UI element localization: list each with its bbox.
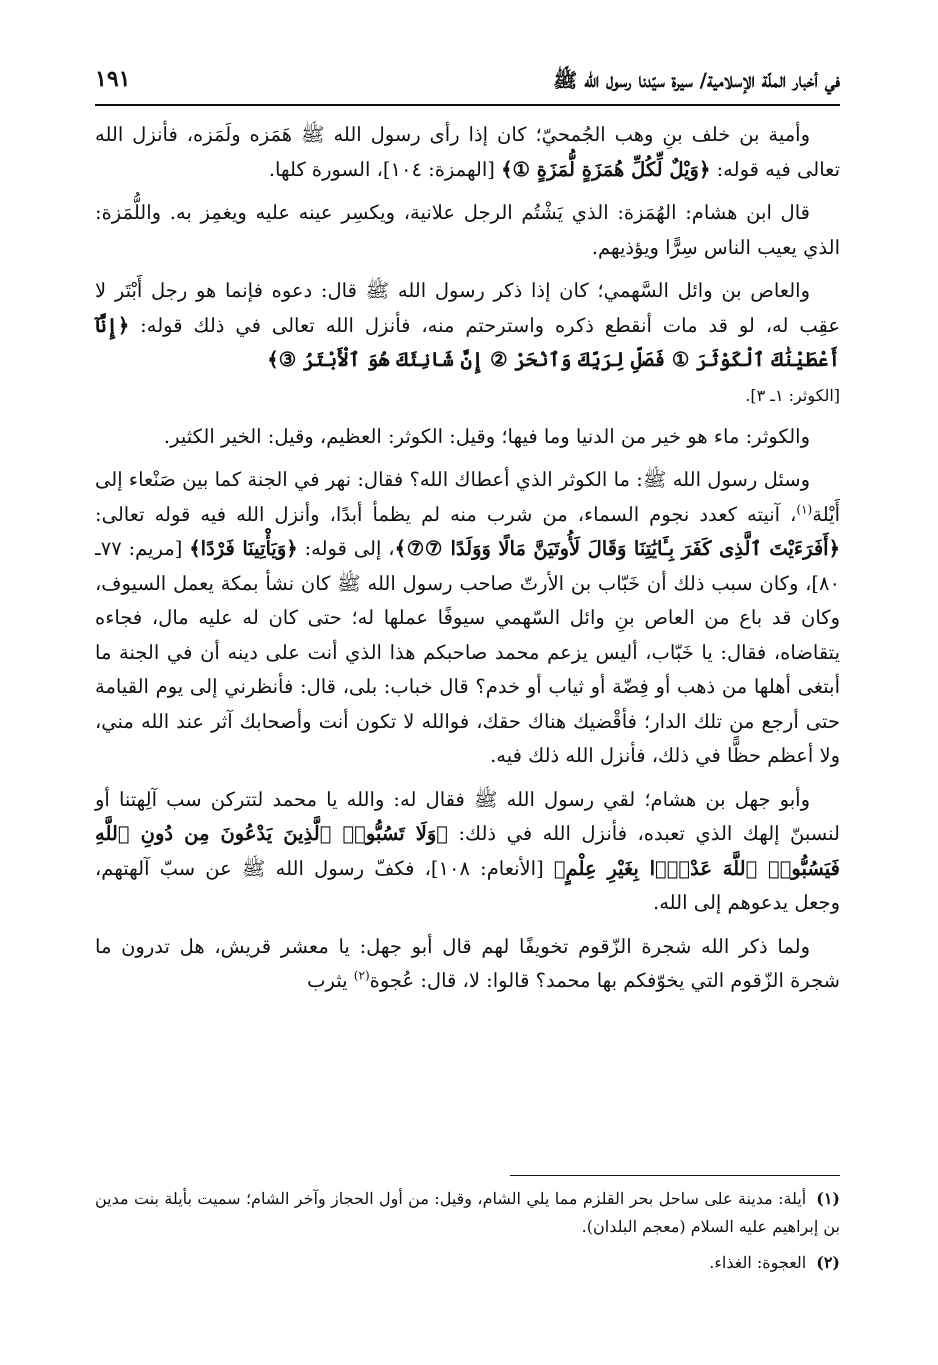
page-number: ١٩١ (95, 66, 131, 92)
footnote-text: أيلة: مدينة على ساحل بحر القلزم مما يلي الشام، وقيل: من أول الحجاز وآخر الشام؛ سميت بأيلة بنت مدين بن إبراهيم عليه السلام (معجم البلدان). (95, 1189, 840, 1236)
footnotes (95, 1185, 840, 1285)
paragraph-text: ، إلى قوله: (297, 537, 395, 560)
footnote-number: (٢) (816, 1253, 840, 1272)
running-header (95, 62, 840, 102)
quran-verse: ﴿وَلَا تَسُبُّوا۟ ٱلَّذِينَ يَدْعُونَ مِن دُونِ ٱللَّهِ فَيَسُبُّوا۟ ٱللَّهَ عَدْوًۢا بِغَيْرِ عِلْمٍ﴾ (95, 822, 840, 880)
reference-text: [الكوثر: ١ـ ٣]. (745, 385, 840, 405)
footnote-divider (510, 1175, 840, 1176)
paragraph-khabbab (95, 463, 840, 774)
paragraph-text: قال ابن هشام: الهُمَزة: الذي يَشْتُم الرجل علانية، ويكسِر عينه عليه ويغمِز به. واللُّمَزة: الذي يعيب الناس سِرًّا ويؤذيهم. (95, 201, 840, 259)
paragraph-text: وسئل رسول الله ﷺ: ما الكوثر الذي أعطاك الله؟ فقال: نهر في الجنة كما بين صَنْعاء إلى أَيْلة (95, 468, 840, 526)
footnote-number: (١) (816, 1189, 840, 1208)
paragraph-text: والكوثر: ماء هو خير من الدنيا وما فيها؛ وقيل: الكوثر: العظيم، وقيل: الخير الكثير. (163, 424, 810, 448)
paragraph-zaqqum (95, 930, 840, 999)
paragraph-text: [الهمزة: ١٠٤]، السورة كلها. (268, 157, 502, 181)
paragraph-text: [الأنعام: ١٠٨]، فكفّ رسول الله ﷺ عن سبّ آلهتهم، وجعل يدعوهم إلى الله. (95, 856, 840, 914)
paragraph-text: وأبو جهل بن هشام؛ لقي رسول الله ﷺ فقال له: والله يا محمد لتتركن سب آلِهتنا أو لنسبنّ إلهك الذي تعبده، فأنزل الله في ذلك: (95, 787, 841, 845)
main-text (95, 118, 840, 1008)
paragraph-ibn-hisham (95, 196, 840, 265)
paragraph-al-as (95, 274, 840, 378)
paragraph-text: والعاص بن وائل السَّهمي؛ كان إذا ذكر رسول الله ﷺ قال: دعوه فإنما هو رجل أَبْتَر لا عقِب له، لو قد مات أنقطع ذكره واسترحتم منه، فأنزل الله تعالى في ذلك قوله: (95, 279, 840, 337)
paragraph-text: وأمية بن خلف بنِ وهب الجُمحيّ؛ كان إذا رأى رسول الله ﷺ هَمَزه ولَمَزه، فأنزل الله تعالى فيه قوله: (95, 123, 840, 181)
running-title: في أخبار الملّة الإسلامية/ سيرة سيّدنا رسول الله ﷺ (553, 68, 840, 92)
footnote-marker[interactable]: (٢) (353, 968, 370, 983)
quran-reference (95, 381, 840, 411)
quran-verse: ﴿إِنَّآ أَعْطَيْنَٰكَ ٱلْكَوْثَرَ ① فَصَلِّ لِرَبِّكَ وَٱنْحَرْ ② إِنَّ شَانِئَكَ هُوَ ٱلْأَبْتَرُ ③﴾ (95, 313, 840, 371)
paragraph-text: ولما ذكر الله شجرة الزّقوم تخويفًا لهم قال أبو جهل: يا معشر قريش، هل تدرون ما شجرة الزّقوم التي يخوّفكم بها محمد؟ قالوا: لا، قال: عُجوة (95, 934, 840, 992)
header-divider (95, 104, 840, 106)
paragraph-umayya (95, 118, 840, 187)
quran-verse: ﴿أَفَرَءَيْتَ ٱلَّذِى كَفَرَ بِـَٔايَٰتِنَا وَقَالَ لَأُوتَيَنَّ مَالًا وَوَلَدًا ⑦⑦﴾ (394, 537, 840, 560)
quran-verse: ﴿وَيْلٌ لِّكُلِّ هُمَزَةٍ لُّمَزَةٍ ①﴾ (501, 157, 711, 181)
footnote-2 (95, 1249, 840, 1277)
quran-verse: ﴿وَيَأْتِينَا فَرْدًا﴾ (189, 537, 298, 560)
paragraph-text: [مريم: ٧٧ـ ٨٠]، وكان سبب ذلك أن خَبّاب بن الأرتّ صاحب رسول الله ﷺ كان نشأ بمكة يعمل السيوف، وكان قد باع من العاص بنِ وائل السّهمي سيوفًا عملها له؛ حتى كان له عليه مال، فجاءه يتقاضاه، فقال: يا خَبّاب، أليس يزعم محمد صاحبكم هذا الذي أنت على دينه أن في الجنة ما أبتغى أهلها من ذهب أو فِضّة أو ثياب أو خدم؟ قال خباب: بلى، قال: فأنظرني إلى يوم القيامة حتى أرجع من تلك الدار؛ فأقْضيك هناك حقك، فوالله لا تكون أنت وأصحابك آثر عند الله مني، ولا أعظم حظًّا في ذلك، فأنزل الله ذلك فيه. (95, 537, 840, 767)
footnote-text: العجوة: الغذاء. (709, 1253, 807, 1272)
paragraph-text: ، آنيته كعدد نجوم السماء، من شرب منه لم يظمأ أبدًا، وأنزل الله فيه قوله تعالى: (95, 502, 797, 526)
footnote-1 (95, 1185, 840, 1241)
paragraph-text: يثرب (307, 969, 354, 992)
footnote-marker[interactable]: (١) (796, 502, 813, 516)
paragraph-kawthar (95, 420, 840, 455)
paragraph-abu-jahl (95, 783, 840, 921)
